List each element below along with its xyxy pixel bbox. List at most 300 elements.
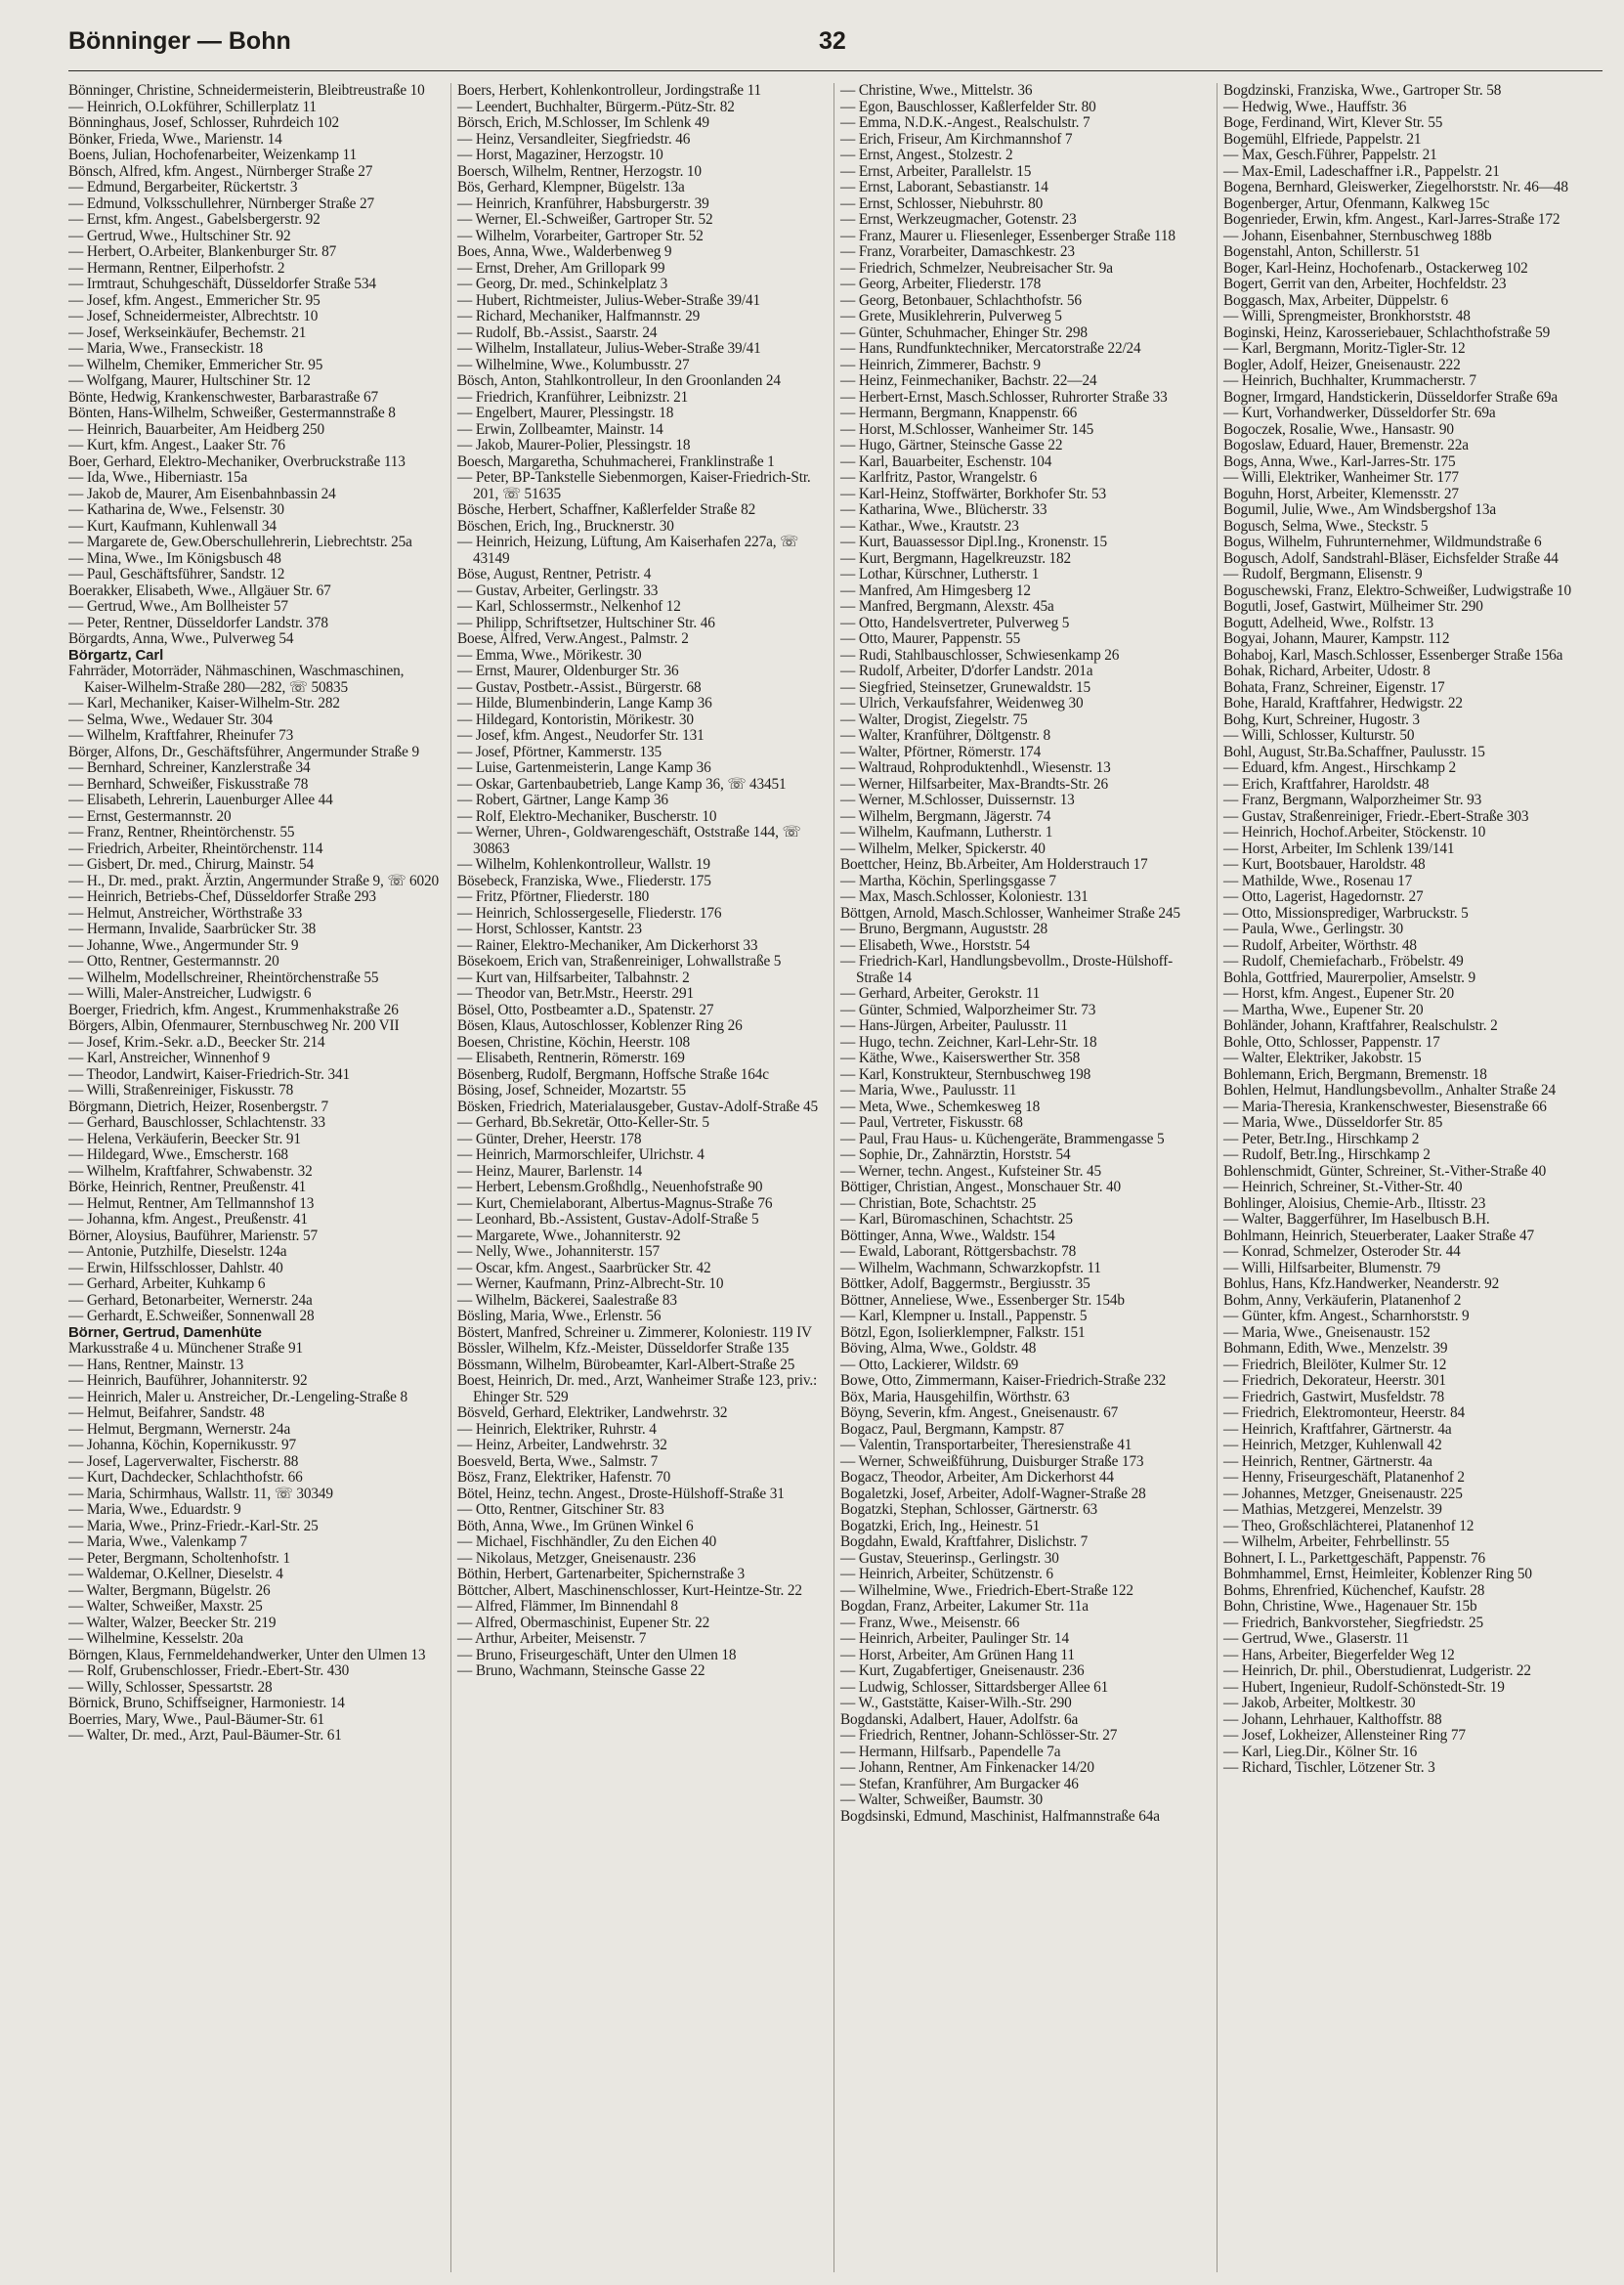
directory-entry: — Philipp, Schriftsetzer, Hultschiner Str. 46 [457, 614, 715, 631]
directory-entry: — Paul, Frau Haus- u. Küchengeräte, Brammengasse 5 [840, 1130, 1165, 1147]
directory-entry: Börgardts, Anna, Wwe., Pulverweg 54 [68, 630, 294, 647]
directory-entry: — Stefan, Kranführer, Am Burgacker 46 [840, 1775, 1079, 1792]
directory-entry: — Henny, Friseurgeschäft, Platanenhof 2 [1223, 1469, 1465, 1486]
directory-entry: — Kurt van, Hilfsarbeiter, Talbahnstr. 2 [457, 969, 690, 986]
directory-entry: — Gisbert, Dr. med., Chirurg, Mainstr. 54 [68, 856, 315, 873]
directory-entry: — Walter, Bergmann, Bügelstr. 26 [68, 1581, 271, 1599]
directory-entry: Bohg, Kurt, Schreiner, Hugostr. 3 [1223, 711, 1420, 728]
directory-entry: — Heinrich, Schlossergeselle, Fliederstr. 176 [457, 904, 722, 922]
directory-entry: — Heinrich, Schreiner, St.-Vither-Str. 40 [1223, 1179, 1463, 1195]
directory-entry: — Peter, Rentner, Düsseldorfer Landstr. 378 [68, 614, 328, 631]
directory-entry: — Gertrud, Wwe., Hultschiner Str. 92 [68, 227, 291, 244]
directory-entry: Bogaletzki, Josef, Arbeiter, Adolf-Wagner-Straße 28 [840, 1485, 1146, 1502]
directory-entry: — Franz, Wwe., Meisenstr. 66 [840, 1614, 1020, 1631]
directory-entry: — Ernst, Arbeiter, Parallelstr. 15 [840, 162, 1032, 180]
directory-entry: — Otto, Handelsvertreter, Pulverweg 5 [840, 614, 1070, 631]
directory-entry: Bowe, Otto, Zimmermann, Kaiser-Friedrich-Straße 232 [840, 1372, 1167, 1389]
directory-entry: — Werner, Schweißführung, Duisburger Straße 173 [840, 1452, 1144, 1470]
directory-entry: Boesen, Christine, Köchin, Heerstr. 108 [457, 1033, 691, 1051]
directory-entry: — Maria, Wwe., Eduardstr. 9 [68, 1501, 241, 1518]
directory-entry: — Horst, Arbeiter, Im Schlenk 139/141 [1223, 840, 1455, 857]
directory-entry: — Elisabeth, Lehrerin, Lauenburger Allee 44 [68, 792, 333, 808]
directory-entry: — Walter, Kranführer, Döltgenstr. 8 [840, 727, 1051, 744]
directory-entry: — Ernst, Dreher, Am Grillopark 99 [457, 259, 665, 277]
directory-entry: — Walter, Schweißer, Baumstr. 30 [840, 1791, 1044, 1808]
directory-entry: — Karl, Anstreicher, Winnenhof 9 [68, 1050, 271, 1066]
directory-entry: Bohmann, Edith, Wwe., Menzelstr. 39 [1223, 1340, 1448, 1357]
directory-entry: — Rudi, Stahlbauschlosser, Schwiesenkamp 26 [840, 646, 1120, 664]
directory-entry: Bogus, Wilhelm, Fuhrunternehmer, Wildmundstraße 6 [1223, 534, 1542, 550]
directory-entry: — Gertrud, Wwe., Glaserstr. 11 [1223, 1630, 1410, 1647]
directory-entry: — Wilhelm, Bergmann, Jägerstr. 74 [840, 807, 1051, 825]
directory-entry: Bogacz, Theodor, Arbeiter, Am Dickerhorst 44 [840, 1469, 1114, 1486]
directory-entry: — Franz, Vorarbeiter, Damaschkestr. 23 [840, 243, 1075, 260]
directory-entry: — Kurt, Bergmann, Hagelkreuzstr. 182 [840, 549, 1072, 567]
directory-entry: Böttcher, Albert, Maschinenschlosser, Kurt-Heintze-Str. 22 [457, 1581, 802, 1599]
directory-entry: Bohlemann, Erich, Bergmann, Bremenstr. 18 [1223, 1065, 1487, 1083]
directory-entry: — Erich, Kraftfahrer, Haroldstr. 48 [1223, 775, 1430, 793]
directory-entry: — Heinrich, Heizung, Lüftung, Am Kaiserhafen 227a, ☏ 43149 [457, 534, 799, 567]
directory-entry: — Johanne, Wwe., Angermunder Str. 9 [68, 936, 299, 954]
directory-entry: Böschen, Erich, Ing., Brucknerstr. 30 [457, 517, 674, 535]
directory-entry: Börger, Alfons, Dr., Geschäftsführer, Angermunder Straße 9 [68, 743, 419, 760]
directory-entry: Bösen, Klaus, Autoschlosser, Koblenzer Ring 26 [457, 1017, 743, 1034]
directory-entry: Boerries, Mary, Wwe., Paul-Bäumer-Str. 61 [68, 1710, 325, 1728]
directory-entry: — Edmund, Volksschullehrer, Nürnberger Straße 27 [68, 194, 374, 212]
directory-entry: — Jakob, Maurer-Polier, Plessingstr. 18 [457, 437, 691, 453]
directory-entry: — Erwin, Zollbeamter, Mainstr. 14 [457, 420, 663, 438]
directory-entry: — Karl, Mechaniker, Kaiser-Wilhelm-Str. 282 [68, 695, 340, 711]
directory-entry: Boes, Anna, Wwe., Walderbenweg 9 [457, 243, 672, 260]
directory-entry: — Kurt, Kaufmann, Kuhlenwall 34 [68, 517, 277, 535]
directory-entry: — Käthe, Wwe., Kaiserswerther Str. 358 [840, 1050, 1081, 1066]
directory-entry: — Wilhelm, Bäckerei, Saalestraße 83 [457, 1291, 677, 1309]
directory-entry: — Manfred, Bergmann, Alexstr. 45a [840, 598, 1054, 615]
directory-entry: — Heinrich, O.Lokführer, Schillerplatz 11 [68, 98, 317, 115]
directory-entry: — Friedrich, Kranführer, Leibnizstr. 21 [457, 388, 689, 406]
directory-entry: Bösveld, Gerhard, Elektriker, Landwehrstr. 32 [457, 1404, 728, 1421]
directory-entry: Börnick, Bruno, Schiffseigner, Harmoniestr. 14 [68, 1695, 345, 1711]
directory-columns [68, 83, 1603, 2272]
directory-entry: — Leonhard, Bb.-Assistent, Gustav-Adolf-Straße 5 [457, 1211, 759, 1228]
directory-entry: Bönninger, Christine, Schneidermeisterin, Bleibtreustraße 10 [68, 83, 425, 99]
directory-entry: Bogatzki, Stephan, Schlosser, Gärtnerstr. 63 [840, 1501, 1097, 1518]
directory-entry: Bohak, Richard, Arbeiter, Udostr. 8 [1223, 663, 1431, 679]
directory-entry: — Hermann, Hilfsarb., Papendelle 7a [840, 1743, 1061, 1760]
directory-entry: — Gustav, Arbeiter, Gerlingstr. 33 [457, 582, 659, 599]
directory-entry: — Franz, Maurer u. Fliesenleger, Essenberger Straße 118 [840, 227, 1175, 244]
directory-entry: — Karl, Schlossermstr., Nelkenhof 12 [457, 598, 681, 615]
directory-entry: Bohata, Franz, Schreiner, Eigenstr. 17 [1223, 678, 1445, 696]
directory-entry: — Hedwig, Wwe., Hauffstr. 36 [1223, 98, 1407, 115]
directory-entry: — Gustav, Steuerinsp., Gerlingstr. 30 [840, 1549, 1059, 1567]
directory-entry: Bötzl, Egon, Isolierklempner, Falkstr. 151 [840, 1323, 1086, 1341]
directory-entry: — Horst, Magaziner, Herzogstr. 10 [457, 147, 663, 163]
directory-entry: — Hubert, Ingenieur, Rudolf-Schönstedt-Str. 19 [1223, 1678, 1505, 1696]
directory-entry: — Wilhelmine, Kesselstr. 20a [68, 1630, 243, 1647]
directory-entry: Boerakker, Elisabeth, Wwe., Allgäuer Str. 67 [68, 582, 331, 599]
directory-entry: — Ernst, Laborant, Sebastianstr. 14 [840, 179, 1048, 195]
directory-entry: — Egon, Bauschlosser, Kaßlerfelder Str. 80 [840, 98, 1096, 115]
directory-entry: — Maria, Wwe., Valenkamp 7 [68, 1533, 247, 1550]
directory-entry: Bösekoem, Erich van, Straßenreiniger, Lohwallstraße 5 [457, 953, 782, 970]
directory-entry: Börner, Aloysius, Bauführer, Marienstr. 57 [68, 1227, 319, 1244]
directory-entry: — Jakob de, Maurer, Am Eisenbahnbassin 24 [68, 485, 336, 502]
directory-entry: Bogdanski, Adalbert, Hauer, Adolfstr. 6a [840, 1710, 1079, 1728]
directory-entry: Bötel, Heinz, techn. Angest., Droste-Hülshoff-Straße 31 [457, 1485, 785, 1502]
directory-entry: — Wilhelm, Kraftfahrer, Rheinufer 73 [68, 727, 294, 744]
directory-entry: Börgartz, Carl [68, 646, 164, 664]
directory-entry: — Wilhelm, Modellschreiner, Rheintörchenstraße 55 [68, 969, 379, 986]
directory-entry: Böx, Maria, Hausgehilfin, Wörthstr. 63 [840, 1388, 1070, 1405]
directory-entry: Bogutt, Adelheid, Wwe., Rolfstr. 13 [1223, 614, 1433, 631]
directory-entry: — Ernst, Werkzeugmacher, Gotenstr. 23 [840, 211, 1077, 228]
directory-entry: — Heinrich, Arbeiter, Paulinger Str. 14 [840, 1630, 1069, 1647]
directory-entry: — Maria, Wwe., Prinz-Friedr.-Karl-Str. 25 [68, 1517, 319, 1534]
directory-entry: Bohla, Gottfried, Maurerpolier, Amselstr. 9 [1223, 969, 1476, 986]
directory-entry: Boguschewski, Franz, Elektro-Schweißer, Ludwigstraße 10 [1223, 582, 1572, 599]
directory-entry: — Erich, Friseur, Am Kirchmannshof 7 [840, 130, 1073, 148]
directory-entry: — Josef, Krim.-Sekr. a.D., Beecker Str. 214 [68, 1033, 325, 1051]
directory-entry: — Josef, Lagerverwalter, Fischerstr. 88 [68, 1452, 299, 1470]
directory-entry: — Gerhard, Arbeiter, Kuhkamp 6 [68, 1275, 266, 1292]
directory-entry: — Walter, Dr. med., Arzt, Paul-Bäumer-Str. 61 [68, 1727, 342, 1744]
directory-entry: — Heinrich, Marmorschleifer, Ulrichstr. 4 [457, 1146, 705, 1163]
directory-entry: — Theodor van, Betr.Mstr., Heerstr. 291 [457, 985, 694, 1002]
directory-entry: — Heinz, Versandleiter, Siegfriedstr. 46 [457, 130, 691, 148]
directory-entry: — Josef, Pförtner, Kammerstr. 135 [457, 743, 662, 760]
directory-entry: — Rolf, Grubenschlosser, Friedr.-Ebert-Str. 430 [68, 1662, 350, 1679]
directory-entry: — Johann, Eisenbahner, Sternbuschweg 188b [1223, 227, 1492, 244]
directory-entry: — Nikolaus, Metzger, Gneisenaustr. 236 [457, 1549, 696, 1567]
directory-entry: Bogdahn, Ewald, Kraftfahrer, Dislichstr. 7 [840, 1533, 1089, 1550]
directory-entry: — Hermann, Invalide, Saarbrücker Str. 38 [68, 921, 317, 937]
directory-entry: — Ernst, kfm. Angest., Gabelsbergerstr. 92 [68, 211, 321, 228]
directory-entry: Bösz, Franz, Elektriker, Hafenstr. 70 [457, 1469, 671, 1486]
directory-entry: — Paul, Vertreter, Fiskusstr. 68 [840, 1114, 1023, 1131]
directory-entry: — Richard, Mechaniker, Halfmannstr. 29 [457, 308, 701, 324]
directory-entry: — Heinrich, Hochof.Arbeiter, Stöckenstr. 10 [1223, 824, 1486, 841]
directory-entry: — Emma, N.D.K.-Angest., Realschulstr. 7 [840, 114, 1090, 131]
directory-entry: — Johanna, Köchin, Kopernikusstr. 97 [68, 1437, 296, 1453]
directory-entry: — Walter, Elektriker, Jakobstr. 15 [1223, 1050, 1422, 1066]
directory-entry: Bogoczek, Rosalie, Wwe., Hansastr. 90 [1223, 420, 1454, 438]
directory-entry: — Werner, El.-Schweißer, Gartroper Str. 52 [457, 211, 713, 228]
directory-entry: — Walter, Drogist, Ziegelstr. 75 [840, 711, 1028, 728]
directory-entry: — Gustav, Postbetr.-Assist., Bürgerstr. 68 [457, 678, 702, 696]
directory-entry: — Fritz, Pförtner, Fliederstr. 180 [457, 888, 650, 905]
directory-entry: — Katharina, Wwe., Blücherstr. 33 [840, 501, 1047, 518]
directory-entry: Böving, Alma, Wwe., Goldstr. 48 [840, 1340, 1037, 1357]
directory-entry: — Max, Masch.Schlosser, Koloniestr. 131 [840, 888, 1089, 905]
directory-entry: Bohn, Christine, Wwe., Hagenauer Str. 15b [1223, 1598, 1477, 1615]
directory-entry: Bössmann, Wilhelm, Bürobeamter, Karl-Albert-Straße 25 [457, 1356, 795, 1373]
directory-entry: Bohe, Harald, Kraftfahrer, Hedwigstr. 22 [1223, 695, 1463, 711]
directory-entry: Bogutli, Josef, Gastwirt, Mülheimer Str. 290 [1223, 598, 1483, 615]
directory-entry: Bogusch, Adolf, Sandstrahl-Bläser, Eichsfelder Straße 44 [1223, 549, 1559, 567]
directory-entry: — Otto, Rentner, Gestermannstr. 20 [68, 953, 279, 970]
directory-entry: — Horst, M.Schlosser, Wanheimer Str. 145 [840, 420, 1094, 438]
directory-entry: — Katharina de, Wwe., Felsenstr. 30 [68, 501, 284, 518]
directory-entry: Boesveld, Berta, Wwe., Salmstr. 7 [457, 1452, 659, 1470]
directory-entry: Bogdsinski, Edmund, Maschinist, Halfmannstraße 64a [840, 1807, 1160, 1825]
directory-entry: Markusstraße 4 u. Münchener Straße 91 [68, 1340, 303, 1357]
directory-entry: — Gerhard, Betonarbeiter, Wernerstr. 24a [68, 1291, 313, 1309]
directory-entry: — Erwin, Hilfsschlosser, Dahlstr. 40 [68, 1259, 283, 1276]
directory-entry: — Georg, Betonbauer, Schlachthofstr. 56 [840, 291, 1082, 309]
directory-entry: Bösch, Anton, Stahlkontrolleur, In den Groonlanden 24 [457, 372, 781, 389]
directory-entry: — Ludwig, Schlosser, Sittardsberger Allee 61 [840, 1678, 1109, 1696]
directory-entry: — Hermann, Rentner, Eilperhofstr. 2 [68, 259, 285, 277]
directory-entry: — Günter, Schuhmacher, Ehinger Str. 298 [840, 323, 1088, 341]
directory-entry: — Hildegard, Wwe., Emscherstr. 168 [68, 1146, 288, 1163]
directory-entry: — Wilhelm, Vorarbeiter, Gartroper Str. 52 [457, 227, 704, 244]
directory-entry: Bönninghaus, Josef, Schlosser, Ruhrdeich 102 [68, 114, 340, 131]
directory-entry: Bohms, Ehrenfried, Küchenchef, Kaufstr. 28 [1223, 1581, 1485, 1599]
directory-entry: — Karl, Konstrukteur, Sternbuschweg 198 [840, 1065, 1091, 1083]
directory-entry: Bogner, Irmgard, Handstickerin, Düsseldorfer Straße 69a [1223, 388, 1559, 406]
directory-entry: — Theo, Großschlächterei, Platanenhof 12 [1223, 1517, 1474, 1534]
directory-entry: — Max, Gesch.Führer, Pappelstr. 21 [1223, 147, 1437, 163]
directory-entry: — Hans, Arbeiter, Biegerfelder Weg 12 [1223, 1646, 1455, 1663]
directory-entry: — Gerhard, Arbeiter, Gerokstr. 11 [840, 985, 1041, 1002]
directory-entry: — Paula, Wwe., Gerlingstr. 30 [1223, 921, 1404, 937]
directory-entry: — Wilhelmine, Wwe., Kolumbusstr. 27 [457, 356, 690, 373]
directory-entry: Boesch, Margaretha, Schuhmacherei, Franklinstraße 1 [457, 453, 775, 470]
directory-entry: — Walter, Baggerführer, Im Haselbusch B.H. [1223, 1211, 1490, 1228]
directory-entry: — Heinz, Feinmechaniker, Bachstr. 22—24 [840, 372, 1097, 389]
directory-entry: — Werner, Kaufmann, Prinz-Albrecht-Str. 10 [457, 1275, 724, 1292]
directory-entry: — Heinrich, Rentner, Gärtnerstr. 4a [1223, 1452, 1432, 1470]
directory-entry: — Bruno, Bergmann, Auguststr. 28 [840, 921, 1048, 937]
directory-entry: — Willi, Elektriker, Wanheimer Str. 177 [1223, 469, 1459, 486]
directory-entry: Bogenberger, Artur, Ofenmann, Kalkweg 15c [1223, 194, 1490, 212]
directory-entry: Böttker, Adolf, Baggermstr., Bergiusstr. 35 [840, 1275, 1090, 1292]
directory-entry: — Herbert, Lebensm.Großhdlg., Neuenhofstraße 90 [457, 1179, 763, 1195]
directory-entry: — Otto, Maurer, Pappenstr. 55 [840, 630, 1021, 647]
directory-entry: — Helmut, Bergmann, Wernerstr. 24a [68, 1420, 291, 1438]
directory-entry: — Wilhelm, Chemiker, Emmericher Str. 95 [68, 356, 323, 373]
directory-entry: — Kurt, Bootsbauer, Haroldstr. 48 [1223, 856, 1426, 873]
directory-entry: Bogdan, Franz, Arbeiter, Lakumer Str. 11a [840, 1598, 1089, 1615]
directory-entry: — Günter, Dreher, Heerstr. 178 [457, 1130, 642, 1147]
directory-entry: — Friedrich, Rentner, Johann-Schlösser-Str. 27 [840, 1727, 1118, 1744]
directory-entry: Bösling, Maria, Wwe., Erlenstr. 56 [457, 1308, 662, 1324]
directory-entry: — Hans-Jürgen, Arbeiter, Paulusstr. 11 [840, 1017, 1068, 1034]
directory-entry: Bönsch, Alfred, kfm. Angest., Nürnberger Straße 27 [68, 162, 373, 180]
directory-entry: — Michael, Fischhändler, Zu den Eichen 40 [457, 1533, 717, 1550]
directory-entry: — Nelly, Wwe., Johanniterstr. 157 [457, 1243, 661, 1260]
directory-entry: — Maria, Wwe., Franseckistr. 18 [68, 340, 263, 357]
directory-entry: — Friedrich, Elektromonteur, Heerstr. 84 [1223, 1404, 1465, 1421]
directory-entry: — Karl, Büromaschinen, Schachtstr. 25 [840, 1211, 1073, 1228]
directory-entry: — Bernhard, Schreiner, Kanzlerstraße 34 [68, 759, 311, 776]
directory-entry: Bössler, Wilhelm, Kfz.-Meister, Düsseldorfer Straße 135 [457, 1340, 790, 1357]
directory-entry: — Kurt, kfm. Angest., Laaker Str. 76 [68, 437, 285, 453]
directory-entry: — Otto, Rentner, Gitschiner Str. 83 [457, 1501, 664, 1518]
page-number: 32 [819, 27, 846, 55]
directory-entry: — Heinz, Arbeiter, Landwehrstr. 32 [457, 1437, 667, 1453]
directory-entry: — Elisabeth, Rentnerin, Römerstr. 169 [457, 1050, 685, 1066]
directory-entry: — Waldemar, O.Kellner, Dieselstr. 4 [68, 1566, 283, 1582]
directory-entry: — Hans, Rundfunktechniker, Mercatorstraße 22/24 [840, 340, 1141, 357]
directory-entry: — Gerhardt, E.Schweißer, Sonnenwall 28 [68, 1308, 315, 1324]
directory-entry: Boginski, Heinz, Karosseriebauer, Schlachthofstraße 59 [1223, 323, 1551, 341]
directory-entry: — Johanna, kfm. Angest., Preußenstr. 41 [68, 1211, 308, 1228]
directory-entry: Bohländer, Johann, Kraftfahrer, Realschulstr. 2 [1223, 1017, 1498, 1034]
directory-entry: Bogemühl, Elfriede, Pappelstr. 21 [1223, 130, 1422, 148]
directory-entry: Fahrräder, Motorräder, Nähmaschinen, Waschmaschinen, Kaiser-Wilhelm-Straße 280—282, ☏ 50835 [68, 663, 405, 696]
directory-entry: — Ernst, Angest., Stolzestr. 2 [840, 147, 1013, 163]
directory-entry: — Christine, Wwe., Mittelstr. 36 [840, 83, 1033, 99]
directory-entry: — Martha, Wwe., Eupener Str. 20 [1223, 1001, 1424, 1018]
directory-entry: — Rudolf, Betr.Ing., Hirschkamp 2 [1223, 1146, 1431, 1163]
directory-entry: — Mathilde, Wwe., Rosenau 17 [1223, 872, 1413, 889]
directory-entry: — Hermann, Bergmann, Knappenstr. 66 [840, 405, 1078, 421]
directory-entry: — Willi, Sprengmeister, Bronkhorststr. 48 [1223, 308, 1471, 324]
directory-entry: Böstert, Manfred, Schreiner u. Zimmerer, Koloniestr. 119 IV [457, 1323, 812, 1341]
directory-entry: Bösenberg, Rudolf, Bergmann, Hoffsche Straße 164c [457, 1065, 769, 1083]
directory-entry: Bönte, Hedwig, Krankenschwester, Barbarastraße 67 [68, 388, 378, 406]
directory-entry: — Meta, Wwe., Schemkesweg 18 [840, 1098, 1041, 1115]
directory-entry: — Hugo, techn. Zeichner, Karl-Lehr-Str. 18 [840, 1033, 1097, 1051]
directory-entry: — Josef, Werkseinkäufer, Bechemstr. 21 [68, 323, 307, 341]
directory-entry: — Herbert-Ernst, Masch.Schlosser, Ruhrorter Straße 33 [840, 388, 1168, 406]
directory-entry: — Mina, Wwe., Im Königsbusch 48 [68, 549, 281, 567]
directory-entry: — Heinrich, Kraftfahrer, Gärtnerstr. 4a [1223, 1420, 1452, 1438]
directory-entry: Bogenstahl, Anton, Schillerstr. 51 [1223, 243, 1421, 260]
directory-entry: — Otto, Missionsprediger, Warbruckstr. 5 [1223, 904, 1469, 922]
directory-entry: Boettcher, Heinz, Bb.Arbeiter, Am Holderstrauch 17 [840, 856, 1148, 873]
directory-entry: — Wilhelm, Wachmann, Schwarzkopfstr. 11 [840, 1259, 1101, 1276]
directory-entry: — Jakob, Arbeiter, Moltkestr. 30 [1223, 1695, 1416, 1711]
directory-entry: Boese, Alfred, Verw.Angest., Palmstr. 2 [457, 630, 689, 647]
directory-entry: Bohlmann, Heinrich, Steuerberater, Laaker Straße 47 [1223, 1227, 1534, 1244]
directory-entry: Bogert, Gerrit van den, Arbeiter, Hochfeldstr. 23 [1223, 276, 1507, 292]
directory-entry: — Heinrich, Betriebs-Chef, Düsseldorfer Straße 293 [68, 888, 376, 905]
directory-entry: — Bruno, Wachmann, Steinsche Gasse 22 [457, 1662, 705, 1679]
directory-entry: — Kathar., Wwe., Krautstr. 23 [840, 517, 1019, 535]
directory-entry: Bönten, Hans-Wilhelm, Schweißer, Gestermannstraße 8 [68, 405, 396, 421]
directory-entry: — Werner, techn. Angest., Kufsteiner Str. 45 [840, 1162, 1101, 1180]
directory-entry: — Friedrich, Schmelzer, Neubreisacher Str. 9a [840, 259, 1113, 277]
directory-entry: — Peter, BP-Tankstelle Siebenmorgen, Kaiser-Friedrich-Str. 201, ☏ 51635 [457, 469, 811, 502]
directory-entry: — Willi, Schlosser, Kulturstr. 50 [1223, 727, 1415, 744]
directory-entry: — Ida, Wwe., Hiberniastr. 15a [68, 469, 248, 486]
directory-entry: — Willi, Maler-Anstreicher, Ludwigstr. 6 [68, 985, 312, 1002]
directory-entry: Bogdzinski, Franziska, Wwe., Gartroper Str. 58 [1223, 83, 1502, 99]
directory-entry: — Gerhard, Bb.Sekretär, Otto-Keller-Str. 5 [457, 1114, 709, 1131]
directory-entry: — Georg, Arbeiter, Fliederstr. 178 [840, 276, 1042, 292]
directory-entry: — Friedrich-Karl, Handlungsbevollm., Droste-Hülshoff-Straße 14 [840, 953, 1174, 986]
directory-entry: — Maria, Wwe., Gneisenaustr. 152 [1223, 1323, 1431, 1341]
directory-entry: — Hans, Rentner, Mainstr. 13 [68, 1356, 244, 1373]
directory-entry: Boerger, Friedrich, kfm. Angest., Krummenhakstraße 26 [68, 1001, 399, 1018]
directory-entry: — Rudolf, Bb.-Assist., Saarstr. 24 [457, 323, 658, 341]
directory-entry: Bohlus, Hans, Kfz.Handwerker, Neanderstr. 92 [1223, 1275, 1500, 1292]
directory-entry: — Walter, Schweißer, Maxstr. 25 [68, 1598, 263, 1615]
directory-entry: — Franz, Rentner, Rheintörchenstr. 55 [68, 824, 295, 841]
directory-entry: — Bernhard, Schweißer, Fiskusstraße 78 [68, 775, 309, 793]
directory-entry: — Helmut, Rentner, Am Tellmannshof 13 [68, 1194, 315, 1212]
directory-entry: Böttgen, Arnold, Masch.Schlosser, Wanheimer Straße 245 [840, 904, 1180, 922]
directory-entry: — Margarete, Wwe., Johanniterstr. 92 [457, 1227, 681, 1244]
directory-entry: Börke, Heinrich, Rentner, Preußenstr. 41 [68, 1179, 307, 1195]
directory-entry: — Emma, Wwe., Mörikestr. 30 [457, 646, 642, 664]
directory-entry: — Willy, Schlosser, Spessartstr. 28 [68, 1678, 273, 1696]
directory-entry: — Hugo, Gärtner, Steinsche Gasse 22 [840, 437, 1063, 453]
directory-entry: — Walter, Pförtner, Römerstr. 174 [840, 743, 1042, 760]
directory-entry: — Karl, Bergmann, Moritz-Tigler-Str. 12 [1223, 340, 1466, 357]
directory-entry: — Gertrud, Wwe., Am Bollheister 57 [68, 598, 288, 615]
directory-entry: Boest, Heinrich, Dr. med., Arzt, Wanheimer Straße 123, priv.: Ehinger Str. 529 [457, 1372, 818, 1405]
directory-entry: — Willi, Straßenreiniger, Fiskusstr. 78 [68, 1082, 294, 1099]
directory-entry: Boguhn, Horst, Arbeiter, Klemensstr. 27 [1223, 485, 1459, 502]
directory-entry: Bogs, Anna, Wwe., Karl-Jarres-Str. 175 [1223, 453, 1456, 470]
directory-entry: Bohm, Anny, Verkäuferin, Platanenhof 2 [1223, 1291, 1462, 1309]
directory-entry: Bösing, Josef, Schneider, Mozartstr. 55 [457, 1082, 687, 1099]
directory-entry: — Elisabeth, Wwe., Horststr. 54 [840, 936, 1030, 954]
directory-entry: — Heinrich, Kranführer, Habsburgerstr. 39 [457, 194, 709, 212]
directory-entry: Bohlinger, Aloisius, Chemie-Arb., Iltisstr. 23 [1223, 1194, 1486, 1212]
directory-entry: — H., Dr. med., prakt. Ärztin, Angermunder Straße 9, ☏ 6020 [68, 872, 440, 889]
directory-entry: — Grete, Musiklehrerin, Pulverweg 5 [840, 308, 1062, 324]
directory-entry: — Selma, Wwe., Wedauer Str. 304 [68, 711, 273, 728]
directory-entry: — Helena, Verkäuferin, Beecker Str. 91 [68, 1130, 301, 1147]
directory-entry: — Edmund, Bergarbeiter, Rückertstr. 3 [68, 179, 298, 195]
directory-entry: — Heinrich, Bauführer, Johanniterstr. 92 [68, 1372, 308, 1389]
column-2 [451, 83, 834, 2272]
directory-entry: — Hubert, Richtmeister, Julius-Weber-Straße 39/41 [457, 291, 760, 309]
directory-entry: Böttner, Anneliese, Wwe., Essenberger Str. 154b [840, 1291, 1125, 1309]
directory-entry: Bohaboj, Karl, Masch.Schlosser, Essenberger Straße 156a [1223, 646, 1563, 664]
directory-entry: — Werner, Hilfsarbeiter, Max-Brandts-Str. 26 [840, 775, 1109, 793]
directory-entry: Böttinger, Anna, Wwe., Waldstr. 154 [840, 1227, 1055, 1244]
directory-entry: — Manfred, Am Himgesberg 12 [840, 582, 1031, 599]
directory-entry: Börsch, Erich, M.Schlosser, Im Schlenk 49 [457, 114, 709, 131]
directory-entry: — Peter, Bergmann, Scholtenhofstr. 1 [68, 1549, 290, 1567]
directory-entry: — Josef, kfm. Angest., Emmericher Str. 95 [68, 291, 321, 309]
directory-entry: — Rudolf, Arbeiter, D'dorfer Landstr. 201a [840, 663, 1093, 679]
directory-entry: — Martha, Köchin, Sperlingsgasse 7 [840, 872, 1056, 889]
directory-entry: — Maria, Schirmhaus, Wallstr. 11, ☏ 30349 [68, 1485, 333, 1502]
directory-entry: — Heinrich, Bauarbeiter, Am Heidberg 250 [68, 420, 325, 438]
directory-entry: Bogler, Adolf, Heizer, Gneisenaustr. 222 [1223, 356, 1461, 373]
directory-entry: Bönker, Frieda, Wwe., Marienstr. 14 [68, 130, 282, 148]
directory-entry: — W., Gaststätte, Kaiser-Wilh.-Str. 290 [840, 1695, 1072, 1711]
page-header [68, 27, 1603, 71]
directory-entry: — Friedrich, Gastwirt, Musfeldstr. 78 [1223, 1388, 1445, 1405]
directory-entry: — Heinrich, Zimmerer, Bachstr. 9 [840, 356, 1041, 373]
directory-entry: — Friedrich, Bleilöter, Kulmer Str. 12 [1223, 1356, 1447, 1373]
directory-entry: — Wilhelm, Kohlenkontrolleur, Wallstr. 19 [457, 856, 710, 873]
directory-entry: Bohnert, I. L., Parkettgeschäft, Pappenstr. 76 [1223, 1549, 1485, 1567]
directory-entry: — Karl, Lieg.Dir., Kölner Str. 16 [1223, 1743, 1418, 1760]
directory-entry: — Rainer, Elektro-Mechaniker, Am Dickerhorst 33 [457, 936, 758, 954]
directory-entry: — Günter, kfm. Angest., Scharnhorststr. 9 [1223, 1308, 1470, 1324]
directory-entry: Bohlenschmidt, Günter, Schreiner, St.-Vither-Straße 40 [1223, 1162, 1547, 1180]
directory-entry: — Ernst, Schlosser, Niebuhrstr. 80 [840, 194, 1044, 212]
directory-entry: — Maria, Wwe., Düsseldorfer Str. 85 [1223, 1114, 1443, 1131]
directory-entry: — Willi, Hilfsarbeiter, Blumenstr. 79 [1223, 1259, 1440, 1276]
directory-entry: — Josef, Schneidermeister, Albrechtstr. 10 [68, 308, 319, 324]
running-head: Bönninger — Bohn [68, 27, 291, 55]
directory-entry: — Karlfritz, Pastor, Wrangelstr. 6 [840, 469, 1038, 486]
directory-entry: — Friedrich, Dekorateur, Heerstr. 301 [1223, 1372, 1446, 1389]
directory-entry: Bogacz, Paul, Bergmann, Kampstr. 87 [840, 1420, 1064, 1438]
directory-entry: — Karl-Heinz, Stoffwärter, Borkhofer Str. 53 [840, 485, 1107, 502]
directory-entry: — Peter, Betr.Ing., Hirschkamp 2 [1223, 1130, 1420, 1147]
